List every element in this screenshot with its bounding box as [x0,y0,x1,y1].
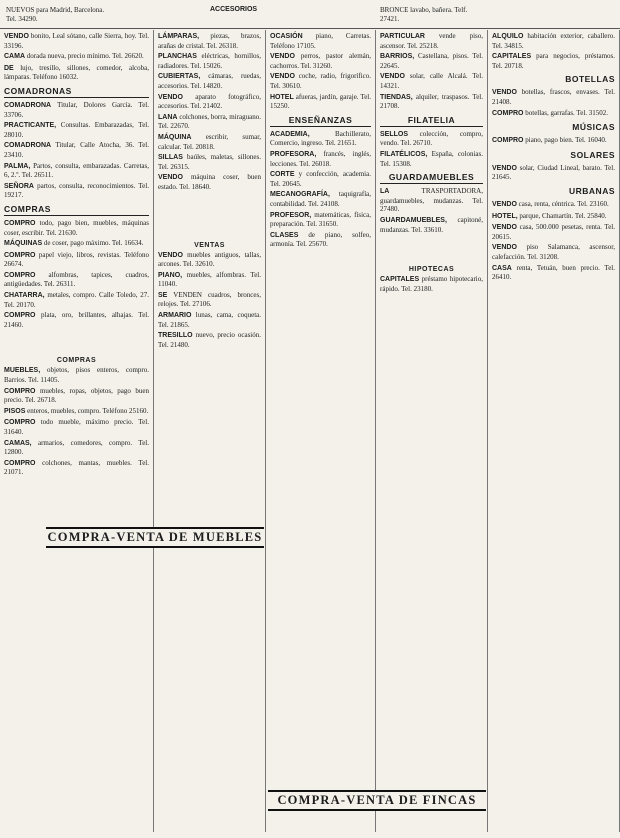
classified-ad: LANA colchones, borra, miraguano. Tel. 22670. [158,112,261,131]
classified-ad: PROFESOR, matemáticas, física, preparación. Tel. 31650. [270,210,371,229]
classified-ad: ARMARIO lunas, cama, coqueta. Tel. 21865. [158,311,261,329]
classified-ad: ACADEMIA, Bachillerato, Comercio, ingreso. Tel. 21651. [270,129,371,148]
classified-ad: PARTICULAR vende piso, ascensor. Tel. 25218. [380,32,483,50]
top-snippet-center: ACCESORIOS [210,6,258,13]
classified-ad: CAMAS, armarios, comedores, compro. Tel. 12800. [4,438,149,457]
column-5 [488,30,620,832]
classified-ad: TIENDAS, alquiler, traspasos. Tel. 21708. [380,92,483,111]
classified-ad: COMPRO muebles, ropas, objetos, pago buen precio. Tel. 26718. [4,386,149,405]
classified-ad: GUARDAMUEBLES, capitoné, mudanzas. Tel. 33610. [380,215,483,234]
classified-ad: FILATÉLICOS, España, colonias. Tel. 15308. [380,149,483,168]
top-strip [0,0,620,29]
classified-ad: COMPRO colchones, mantas, muebles. Tel. 21071. [4,458,149,477]
subsection-hipotecas: HIPOTECAS [408,266,455,274]
section-compras: COMPRAS [4,204,149,216]
classified-ad: COMPRO botellas, garrafas. Tel. 31502. [492,108,609,117]
classified-ad: COMPRO todo, pago bien, muebles, máquinas coser, escribir. Tel. 21630. [4,218,149,237]
classified-ad: OCASIÓN piano, Carretas. Teléfono 17105. [270,32,371,50]
section-urbanas: URBANAS [569,185,615,196]
classified-ad: VENDO piso Salamanca, ascensor, calefacción. Tel. 31208. [492,243,615,261]
section-ensenanzas: ENSEÑANZAS [270,115,371,127]
section-guardamuebles: GUARDAMUEBLES [380,172,483,184]
classified-ad: COMPRO alfombras, tapices, cuadros, antigüedades. Tel. 26311. [4,270,149,289]
column-2 [154,30,266,832]
classified-ad: VENDO casa, renta, céntrica. Tel. 23160. [492,199,609,208]
classified-ad: MUEBLES, objetos, pisos enteros, compro. Barrios. Tel. 11405. [4,366,149,385]
classified-ad: VENDO aparato fotográfico, accesorios. Tel. 21402. [158,92,261,111]
classified-ad: COMPRO plata, oro, brillantes, alhajas. Tel. 21460. [4,311,149,329]
classified-ad: CUBIERTAS, cámaras, ruedas, accesorios. Tel. 14820. [158,72,261,90]
top-snippet-left: NUEVOS para Madrid, Barcelona. Tel. 34290. [6,6,105,23]
classified-ad: CAPITALES para negocios, préstamos. Tel. 20718. [492,52,615,70]
column-3 [266,30,376,832]
classified-ad: HOTEL, parque, Chamartín. Tel. 25840. [492,211,607,220]
classified-ad: COMADRONA Titular, Dolores García. Tel. 33706. [4,100,149,119]
section-comadronas: COMADRONAS [4,86,149,98]
classified-ad: TRESILLO nuevo, precio ocasión. Tel. 21480. [158,331,261,349]
classified-ad: COMADRONA Titular, Calle Atocha, 36. Tel. 23410. [4,141,149,159]
classified-ad: DE lujo, tresillo, sillones, comedor, alcoba, lámparas. Teléfono 16032. [4,63,149,82]
classified-ad: PALMA, Partos, consulta, embarazadas. Carretas, 6, 2.º. Tel. 26511. [4,161,149,180]
classified-ad: VENDO coche, radio, frigorífico. Tel. 30610. [270,72,371,90]
banner-compra-venta-fincas: COMPRA-VENTA DE FINCAS [268,790,486,811]
classified-ad: LÁMPARAS, piezas, brazos, arañas de cristal. Tel. 26318. [158,32,261,50]
classified-ad: PRACTICANTE, Consultas. Embarazadas, Tel. 28010. [4,121,149,139]
classified-ad: PISOS enteros, muebles, compro. Teléfono 25160. [4,406,149,415]
section-filatelia: FILATELIA [380,115,483,127]
classified-ad: VENDO casa, 500.000 pesetas, renta. Tel. 20615. [492,223,615,241]
classified-ad: MECANOGRAFÍA, taquigrafía, contabilidad. Tel. 24108. [270,190,371,208]
classified-ad: VENDO solar, calle Alcalá. Tel. 14321. [380,72,483,90]
section-musicas: MÚSICAS [572,122,615,133]
top-snippet-right: BRONCE lavabo, bañera. Telf. 27421. [380,6,468,23]
classified-ad: CASA renta, Tetuán, buen precio. Tel. 26410. [492,263,615,282]
classified-ad: COMPRO papel viejo, libros, revistas. Teléfono 26674. [4,250,149,269]
classified-ad: VENDO muebles antiguos, tallas, arcones. Tel. 32610. [158,250,261,269]
classified-ad: HOTEL afueras, jardín, garaje. Tel. 15250. [270,92,371,111]
classified-ad: SELLOS colección, compro, vendo. Tel. 26710. [380,129,483,148]
column-4 [376,30,488,832]
classified-ad: MÁQUINA escribir, sumar, calcular. Tel. 20818. [158,132,261,151]
classified-ad: CORTE y confección, academia. Tel. 20645. [270,170,371,188]
classified-ad: VENDO botellas, frascos, envases. Tel. 21408. [492,88,615,106]
classified-ad: PIANO, muebles, alfombras. Tel. 11040. [158,270,261,289]
classified-ad: BARRIOS, Castellana, pisos. Tel. 22645. [380,52,483,70]
classified-ad: VENDO perros, pastor alemán, cachorros. Tel. 31260. [270,52,371,70]
classified-ad: CAMA dorada nueva, precio mínimo. Tel. 26620. [4,52,144,61]
subsection-ventas: VENTAS [194,241,225,249]
section-solares: SOLARES [570,149,615,160]
classified-ad: CLASES de piano, solfeo, armonía. Tel. 25670. [270,230,371,249]
classified-ad: CAPITALES préstamo hipotecario, rápido. Tel. 23180. [380,275,483,293]
section-botellas: BOTELLAS [565,74,615,85]
classified-ad: LA TRASPORTADORA, guardamuebles, mudanzas. Tel. 27480. [380,187,483,214]
column-1 [0,30,154,832]
classified-ad: MÁQUINAS de coser, pago máximo. Tel. 16634. [4,239,144,248]
classified-ad: SEÑORA partos, consulta, reconocimientos. Tel. 19217. [4,181,149,200]
classified-ad: PLANCHAS eléctricas, hornillos, radiadores. Tel. 15026. [158,52,261,70]
banner-compra-venta-muebles: COMPRA-VENTA DE MUEBLES [46,527,264,548]
classified-ad: SILLAS baúles, maletas, sillones. Tel. 26315. [158,153,261,171]
classified-ad: COMPRO todo mueble, máximo precio. Tel. 31640. [4,418,149,436]
subsection-compras-muebles: COMPRAS [56,357,97,365]
classified-ad: VENDO bonito, Leal sótano, calle Sierra, hoy. Tel. 33196. [4,32,149,50]
classified-ad: VENDO solar, Ciudad Lineal, barato. Tel. 21645. [492,163,615,182]
classified-ad: COMPRO piano, pago bien. Tel. 16040. [492,136,607,145]
classified-ad: CHATARRA, metales, compro. Calle Toledo, 27. Tel. 20170. [4,291,149,309]
classified-ad: PROFESORA, francés, inglés, lecciones. Tel. 26018. [270,149,371,168]
classified-ad: VENDO máquina coser, buen estado. Tel. 18640. [158,173,261,191]
classified-ad: ALQUILO habitación exterior, caballero. Tel. 34815. [492,32,615,50]
classified-ad: SE VENDEN cuadros, bronces, relojes. Tel. 27106. [158,290,261,309]
